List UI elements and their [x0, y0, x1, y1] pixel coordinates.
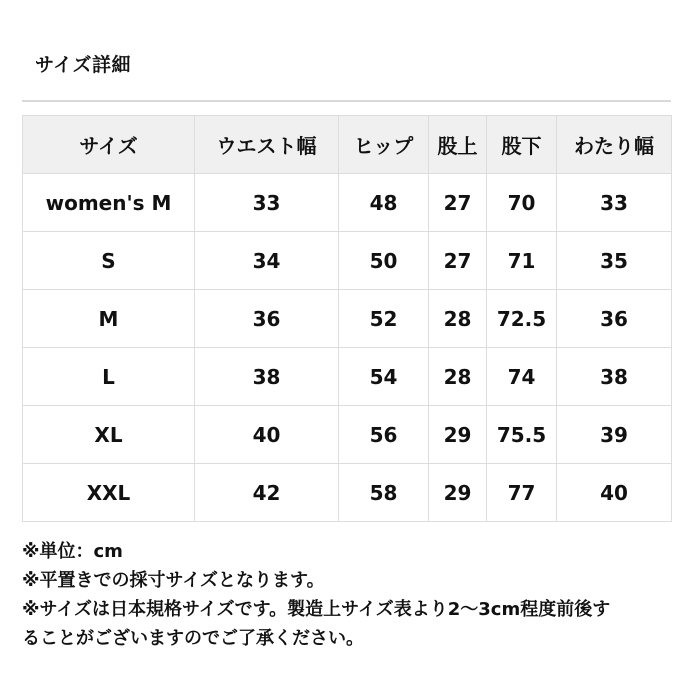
cell-size: women's M: [23, 174, 195, 232]
cell-rise: 27: [429, 174, 487, 232]
table-row: [23, 174, 672, 232]
table-row: [23, 290, 672, 348]
cell-rise: 27: [429, 232, 487, 290]
table-row: [23, 232, 672, 290]
cell-thigh: 39: [557, 406, 672, 464]
cell-hip: 56: [339, 406, 429, 464]
cell-hip: 52: [339, 290, 429, 348]
cell-waist: 33: [195, 174, 339, 232]
cell-waist: 36: [195, 290, 339, 348]
cell-size: S: [23, 232, 195, 290]
cell-size: M: [23, 290, 195, 348]
cell-size: XXL: [23, 464, 195, 522]
cell-size: XL: [23, 406, 195, 464]
cell-thigh: 40: [557, 464, 672, 522]
cell-inseam: 72.5: [487, 290, 557, 348]
cell-waist: 40: [195, 406, 339, 464]
cell-rise: 28: [429, 290, 487, 348]
section-title: サイズ詳細: [35, 54, 131, 76]
cell-rise: 29: [429, 464, 487, 522]
cell-waist: 38: [195, 348, 339, 406]
cell-rise: 29: [429, 406, 487, 464]
table-header-row: [23, 116, 672, 174]
header-hip: ヒップ: [339, 116, 429, 174]
header-thigh: わたり幅: [557, 116, 672, 174]
cell-thigh: 36: [557, 290, 672, 348]
cell-thigh: 33: [557, 174, 672, 232]
cell-inseam: 74: [487, 348, 557, 406]
cell-hip: 50: [339, 232, 429, 290]
cell-inseam: 75.5: [487, 406, 557, 464]
divider: [22, 100, 671, 102]
cell-inseam: 71: [487, 232, 557, 290]
cell-size: L: [23, 348, 195, 406]
cell-hip: 54: [339, 348, 429, 406]
cell-hip: 48: [339, 174, 429, 232]
cell-thigh: 35: [557, 232, 672, 290]
table-row: [23, 406, 672, 464]
note-japan-size-line1: ※サイズは日本規格サイズです。製造上サイズ表より2〜3cm程度前後す: [22, 599, 611, 620]
cell-rise: 28: [429, 348, 487, 406]
header-size: サイズ: [23, 116, 195, 174]
notes: [22, 537, 682, 653]
cell-waist: 42: [195, 464, 339, 522]
note-unit: ※単位：cm: [22, 541, 123, 562]
cell-thigh: 38: [557, 348, 672, 406]
table-row: [23, 464, 672, 522]
cell-inseam: 77: [487, 464, 557, 522]
header-waist: ウエスト幅: [195, 116, 339, 174]
size-table: [22, 115, 672, 522]
note-japan-size-line2: ることがございますのでご了承ください。: [22, 628, 364, 649]
cell-hip: 58: [339, 464, 429, 522]
table-row: [23, 348, 672, 406]
header-inseam: 股下: [487, 116, 557, 174]
cell-inseam: 70: [487, 174, 557, 232]
cell-waist: 34: [195, 232, 339, 290]
note-flat-measure: ※平置きでの採寸サイズとなります。: [22, 570, 325, 591]
header-rise: 股上: [429, 116, 487, 174]
